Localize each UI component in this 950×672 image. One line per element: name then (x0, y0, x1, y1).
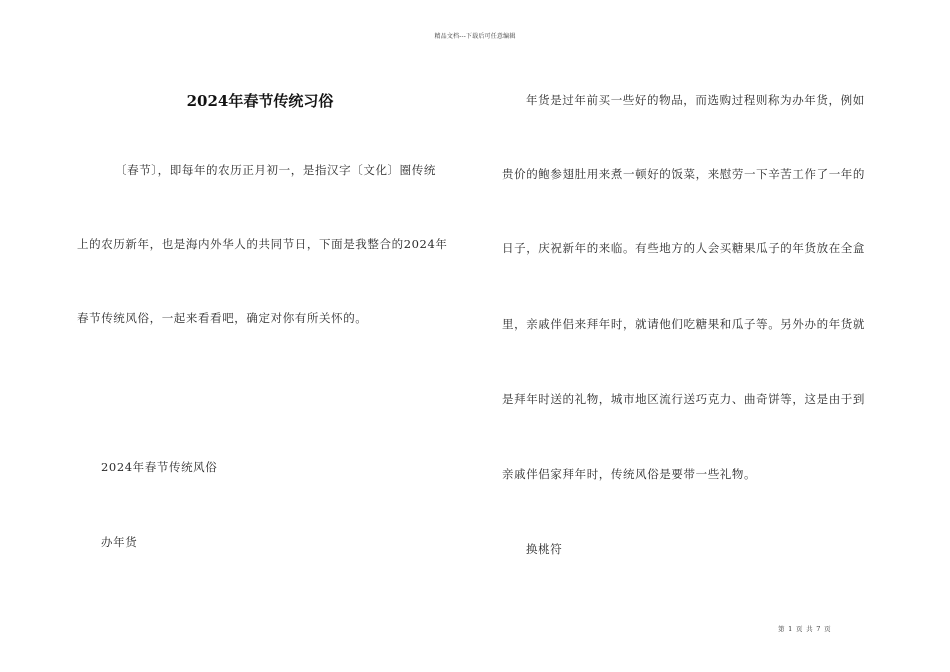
intro-line-3: 春节传统风俗，一起来看看吧，确定对你有所关怀的。 (77, 311, 368, 325)
page-header: 精品文档---下载后可任意编辑 (434, 33, 516, 40)
section-heading: 2024年春节传统风俗 (101, 460, 218, 474)
body-line-4: 里，亲戚伴侣来拜年时，就请他们吃糖果和瓜子等。另外办的年货就 (502, 317, 865, 331)
body-line-3: 日子，庆祝新年的来临。有些地方的人会买糖果瓜子的年货放在全盒 (502, 241, 865, 255)
document-title: 2024年春节传统习俗 (186, 92, 334, 110)
body-line-6: 亲戚伴侣家拜年时，传统风俗是要带一些礼物。 (502, 467, 757, 481)
intro-line-2: 上的农历新年，也是海内外华人的共同节日，下面是我整合的2024年 (77, 237, 448, 251)
page-number: 第 1 页 共 7 页 (778, 625, 832, 633)
intro-line-1: 〔春节〕，即每年的农历正月初一，是指汉字〔文化〕圈传统 (115, 163, 436, 177)
body-line-5: 是拜年时送的礼物，城市地区流行送巧克力、曲奇饼等，这是由于到 (502, 392, 865, 406)
subheading-ban-nian-huo: 办年货 (101, 535, 138, 549)
body-line-1: 年货是过年前买一些好的物品，而选购过程则称为办年货，例如 (526, 93, 865, 107)
subheading-huan-tao-fu: 换桃符 (526, 542, 563, 556)
body-line-2: 贵价的鲍参翅肚用来煮一顿好的饭菜，来慰劳一下辛苦工作了一年的 (502, 167, 865, 181)
